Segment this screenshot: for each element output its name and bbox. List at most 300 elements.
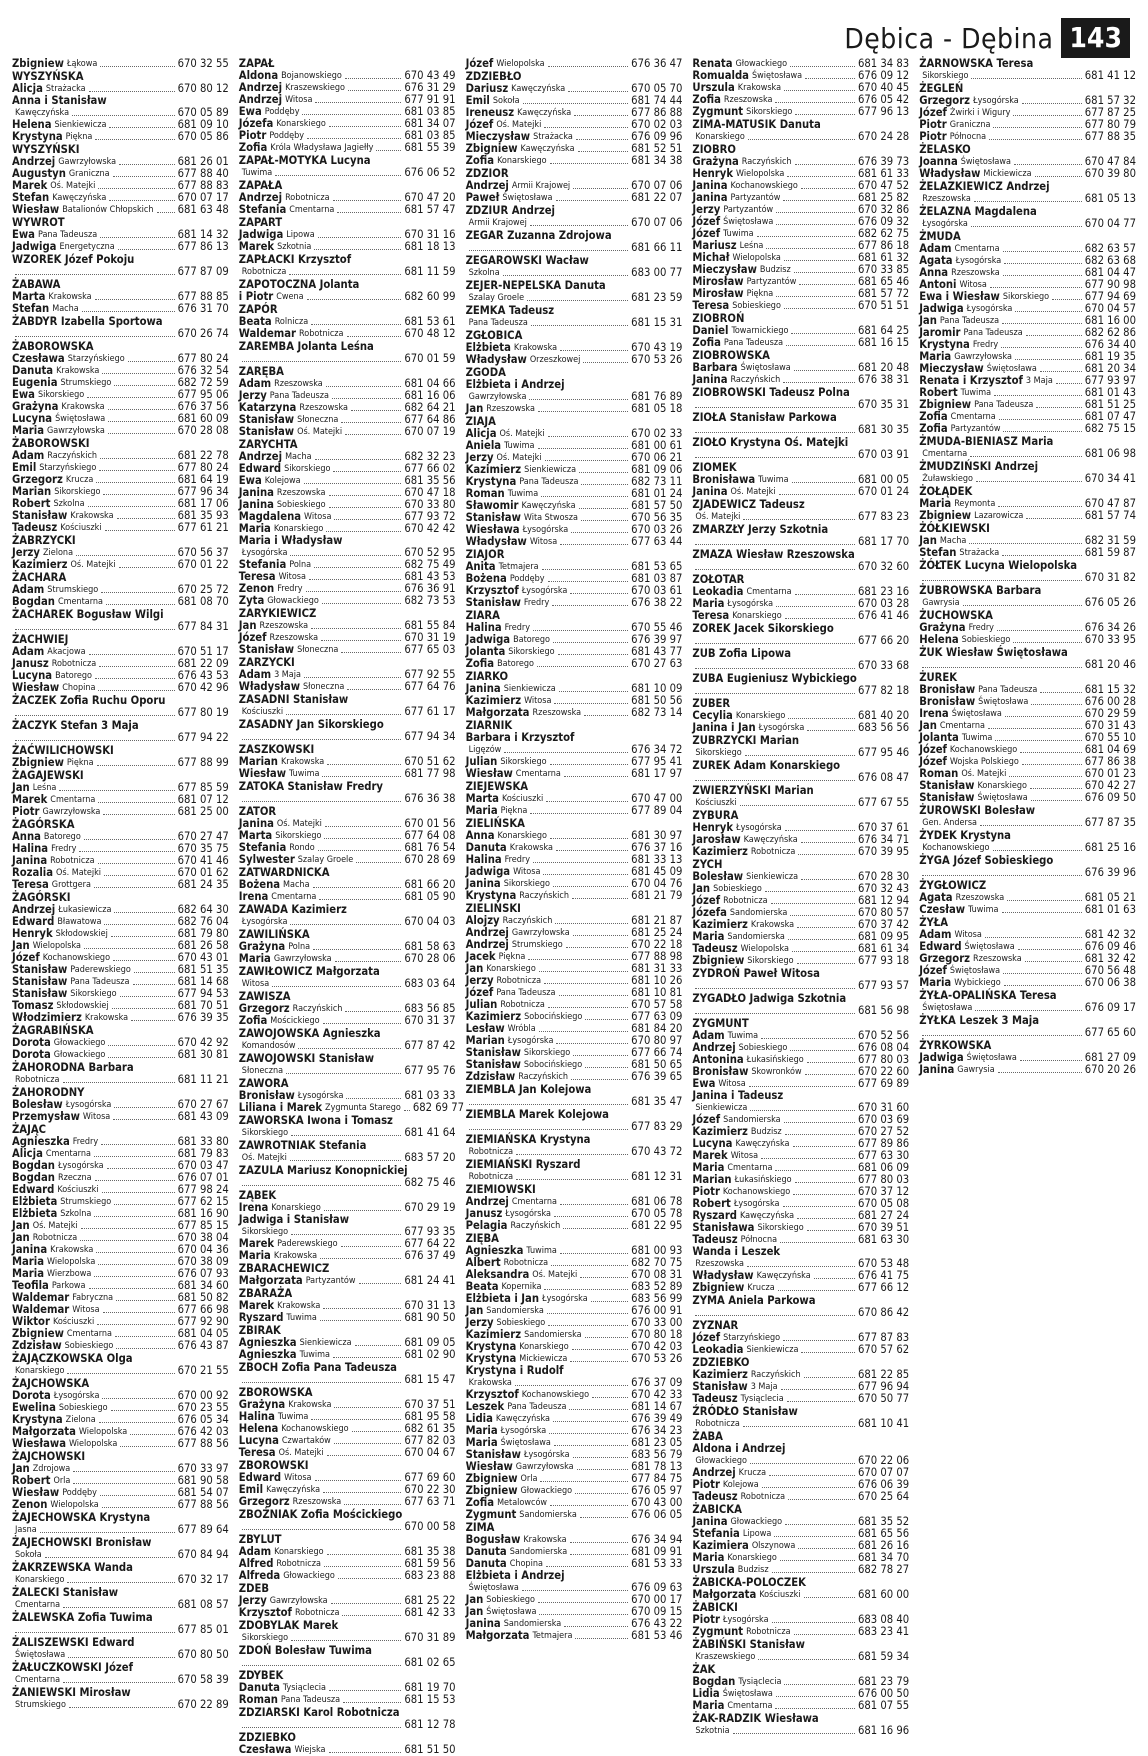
first-name: Piotr: [692, 1613, 720, 1626]
phone-number: 681 23 16: [857, 585, 910, 598]
dot-leader: [558, 646, 629, 655]
street-name: Partyzantów: [730, 193, 781, 203]
directory-entry: [466, 416, 683, 548]
street-name: Polna: [288, 942, 311, 952]
dot-leader: [1004, 977, 1082, 986]
street-name: Oś. Matejki: [297, 427, 343, 437]
directory-entry: [239, 1583, 456, 1619]
phone-number: 681 21 87: [631, 914, 683, 927]
first-name: Teofila: [12, 1279, 49, 1292]
street-name: Wielopolska: [50, 1500, 99, 1510]
phone-number: 681 41 12: [1084, 69, 1136, 82]
phone-number: 676 09 96: [631, 130, 683, 143]
first-name: Maria: [692, 1699, 725, 1712]
street-name: Strumskiego: [60, 378, 112, 388]
street-name: Robotnicza: [51, 659, 97, 669]
dot-leader: [1026, 327, 1082, 336]
dot-leader: [556, 842, 628, 851]
surname-heading: ZBOROWSKA: [238, 1386, 313, 1399]
phone-number: 681 79 83: [177, 1147, 229, 1160]
first-name: Kazimierz: [465, 1328, 522, 1341]
dot-leader: [99, 1414, 175, 1423]
phone-number: 681 42 33: [404, 1606, 456, 1619]
surname-heading: ZAPAŁ-MOTYKA Lucyna: [238, 154, 371, 167]
dot-leader: [102, 365, 174, 374]
first-name: Irena: [919, 707, 949, 720]
first-name: Helena: [919, 633, 959, 646]
phone-number: 681 64 19: [177, 473, 229, 486]
phone-number: 670 01 62: [177, 866, 229, 879]
street-name: Cmentarna: [45, 1149, 91, 1159]
directory-entry: [466, 58, 683, 70]
street-name: Witosa: [513, 867, 541, 877]
surname-heading: ZIOBROŃ: [692, 312, 745, 325]
surname-heading: ŻAGRABIŃSKA: [12, 1024, 94, 1037]
phone-number: 670 43 72: [631, 1145, 683, 1158]
dot-leader: [922, 572, 1082, 581]
phone-number: 681 07 47: [1084, 410, 1136, 423]
street-name: Konarskiego: [695, 132, 745, 142]
street-name: Cmentarna: [50, 795, 96, 805]
first-name: Wiesław: [238, 767, 286, 780]
first-name: Stanisław: [238, 413, 295, 426]
dot-leader: [1040, 684, 1081, 693]
phone-number: 670 32 43: [857, 882, 910, 895]
phone-number: 670 31 60: [857, 1101, 910, 1114]
phone-number: 681 20 48: [857, 361, 910, 374]
dot-leader: [1026, 510, 1081, 519]
listing-line: [12, 732, 229, 744]
phone-number: 670 42 42: [404, 522, 456, 535]
first-name: i Piotr: [238, 290, 274, 303]
phone-number: 681 33 13: [631, 853, 683, 866]
first-name: Jarosław: [692, 833, 741, 846]
dot-leader: [95, 670, 175, 679]
phone-number: 681 26 01: [177, 155, 229, 168]
directory-entry: [239, 155, 456, 179]
street-name: Piękna: [498, 952, 526, 962]
first-name: Stanisław: [12, 975, 68, 988]
street-name: Świętosława: [500, 1438, 551, 1448]
directory-entry: [692, 462, 909, 498]
listing-line: [239, 891, 456, 903]
phone-number: 677 87 83: [857, 1331, 910, 1344]
street-name: Krakowska: [750, 920, 795, 930]
street-name: Tysiąclecia: [738, 1677, 782, 1687]
phone-number: 682 75 49: [404, 558, 456, 571]
street-name: Piękna: [500, 806, 528, 816]
dot-leader: [98, 180, 174, 189]
phone-number: 681 07 55: [857, 1699, 910, 1712]
street-name: Cmentarna: [57, 597, 104, 607]
dot-leader: [572, 890, 628, 899]
dot-leader: [553, 634, 628, 643]
street-name: Świętosława: [977, 793, 1028, 803]
listing-line: [466, 354, 683, 366]
listing-line: [12, 1649, 229, 1661]
street-name: Oś. Matejki: [276, 819, 322, 829]
first-name: Janina: [465, 877, 501, 890]
dot-leader: [89, 83, 175, 92]
dot-leader: [795, 106, 855, 115]
directory-entry: [466, 1522, 683, 1642]
phone-number: 681 25 24: [631, 926, 683, 939]
first-name: Leokadia: [692, 1343, 744, 1356]
first-name: Janina i Tadeusz: [692, 1089, 784, 1102]
dot-leader: [793, 1186, 855, 1195]
phone-number: 681 19 70: [404, 1681, 456, 1694]
phone-number: 670 03 26: [631, 523, 683, 536]
street-name: Raczyńskich: [47, 451, 98, 461]
street-name: Rzeszowska: [269, 633, 319, 643]
listing-line: [12, 1674, 229, 1686]
phone-number: 676 36 38: [404, 792, 456, 805]
listing-line: [692, 980, 909, 992]
street-name: Sienkiewicza: [746, 1345, 799, 1355]
first-name: Piotr: [12, 805, 40, 818]
surname-heading: ZATOR: [238, 805, 277, 818]
street-name: Słoneczna: [297, 415, 339, 425]
street-name: Krakowska: [280, 757, 325, 767]
directory-entry: [12, 71, 229, 143]
street-name: Oś. Matejki: [961, 769, 1007, 779]
dot-leader: [242, 353, 402, 362]
surname-heading: ZARĘBA: [238, 365, 284, 378]
dot-leader: [107, 1160, 175, 1169]
first-name: Ryszard: [238, 1311, 284, 1324]
dot-leader: [559, 987, 629, 996]
listing-line: [692, 424, 909, 436]
first-name: Józef: [238, 631, 267, 644]
dot-leader: [784, 1676, 855, 1685]
street-name: Kościuszki: [501, 794, 544, 804]
phone-number: 681 30 35: [857, 423, 910, 436]
first-name: Grzegorz: [12, 473, 63, 486]
street-name: Łysogórska: [522, 525, 569, 535]
phone-number: 670 04 36: [177, 1243, 229, 1256]
listing-line: [692, 1307, 909, 1319]
street-name: Sokoła: [492, 96, 520, 106]
first-name: Zbigniew: [919, 398, 972, 411]
first-name: Lidia: [692, 1687, 720, 1700]
listing-line: [12, 621, 229, 633]
dot-leader: [801, 871, 855, 880]
street-name: Oś. Matejki: [278, 1448, 324, 1458]
dot-leader: [788, 1491, 855, 1500]
first-name: Adam: [238, 377, 272, 390]
dot-leader: [291, 1127, 401, 1136]
listing-line: [12, 303, 229, 315]
street-name: Starzyńskiego: [723, 1333, 781, 1343]
directory-entry: [238, 1077, 465, 1114]
directory-entry: [239, 1670, 456, 1706]
street-name: Cmentarna: [746, 587, 792, 597]
directory-entry: [919, 805, 1136, 829]
dot-leader: [15, 1624, 175, 1633]
phone-number: 677 61 21: [177, 521, 229, 534]
phone-number: 682 73 11: [631, 475, 683, 488]
phone-number: 681 03 87: [631, 572, 683, 585]
first-name: Danuta: [465, 841, 507, 854]
surname-heading: ZIĘBA: [465, 1232, 499, 1245]
dot-leader: [323, 1300, 401, 1309]
first-name: Stanisław: [238, 425, 295, 438]
directory-entry: [919, 206, 1136, 230]
dot-leader: [573, 1449, 629, 1458]
first-name: Kazimierz: [692, 845, 748, 858]
phone-number: 676 38 31: [857, 373, 910, 386]
directory-entry: [919, 436, 1136, 460]
first-name: Maria: [238, 522, 271, 535]
dot-leader: [356, 854, 401, 863]
phone-number: 681 35 47: [631, 1095, 683, 1108]
first-name: Aleksandra: [465, 1268, 530, 1281]
dot-leader: [114, 904, 174, 913]
surname-heading: ZDOBYLAK Marek: [238, 1619, 339, 1632]
surname-heading: ŻMUDA-BIENIASZ Maria: [919, 435, 1054, 448]
first-name: Janina: [12, 854, 48, 867]
first-name: Jan: [465, 962, 484, 975]
street-name: Robotnicza: [299, 329, 344, 339]
phone-number: 681 03 33: [404, 1089, 456, 1102]
street-name: Wielopolska: [496, 59, 545, 69]
surname-heading: ZUB Zofia Lipowa: [692, 647, 792, 660]
first-name: Zbigniew: [12, 756, 64, 769]
street-name: Robotnicza: [50, 856, 95, 866]
first-name: Lucyna: [12, 412, 53, 425]
listing-line: [466, 1146, 683, 1158]
phone-number: 681 56 98: [857, 1004, 910, 1017]
phone-number: 681 09 05: [404, 1336, 456, 1349]
street-name: Głowackiego: [267, 596, 319, 606]
street-name: Parkowa: [51, 1281, 86, 1291]
street-name: Witosa: [82, 1112, 111, 1122]
surname-heading: ŻUBROWSKA Barbara: [919, 584, 1042, 597]
phone-number: 681 42 32: [1084, 928, 1136, 941]
dot-leader: [1020, 744, 1082, 753]
surname-heading: ŻAJĄCZKOWSKA Olga: [12, 1352, 133, 1365]
surname-heading: ZDZIOR: [465, 167, 509, 180]
first-name: Wiesława: [12, 1437, 66, 1450]
directory-entry: [692, 412, 909, 436]
phone-number: 681 57 47: [404, 203, 456, 216]
street-name: Sienkiewicza: [503, 684, 556, 694]
phone-number: 670 02 03: [631, 118, 683, 131]
listing-line: [919, 510, 1136, 522]
phone-number: 677 98 24: [177, 1183, 229, 1196]
directory-entry: [692, 673, 909, 697]
directory-entry: [692, 119, 909, 143]
phone-number: 681 14 68: [177, 975, 229, 988]
listing-line: [12, 131, 229, 143]
street-name: Sandomierska: [729, 908, 788, 918]
street-name: Cmentarna: [922, 449, 968, 459]
street-name: Mościckiego: [270, 1016, 320, 1026]
phone-number: 676 36 91: [404, 582, 456, 595]
surname-heading: ZOŁOTAR: [692, 573, 745, 586]
dot-leader: [1052, 291, 1082, 300]
dot-leader: [571, 524, 628, 533]
dot-leader: [591, 1293, 629, 1302]
dot-leader: [695, 399, 855, 408]
phone-number: 681 34 83: [857, 57, 910, 70]
dot-leader: [306, 583, 402, 592]
street-name: Olszynowa: [751, 1541, 796, 1551]
phone-number: 677 90 98: [1084, 278, 1136, 291]
dot-leader: [548, 58, 629, 67]
first-name: Roman: [238, 1693, 278, 1706]
dot-leader: [79, 843, 174, 852]
surname-heading: WYSZYŃSKA: [12, 70, 84, 83]
street-name: Robotnicza: [468, 1147, 514, 1157]
street-name: Kochanowskiego: [281, 1424, 349, 1434]
directory-entry: [692, 1504, 909, 1576]
street-name: Piękna: [66, 758, 94, 768]
street-name: Pana Tadeusza: [978, 685, 1038, 695]
first-name: Teresa: [238, 1446, 276, 1459]
phone-number: 670 33 80: [404, 498, 456, 511]
street-name: Wielopolska: [732, 253, 781, 263]
directory-entry: [466, 781, 683, 817]
street-name: Robotnicza: [503, 1258, 549, 1268]
listing-line: [12, 757, 229, 769]
first-name: Robert: [919, 386, 958, 399]
phone-number: 677 83 23: [857, 510, 910, 523]
surname-heading: ZAPAŁ: [238, 57, 275, 70]
phone-number: 681 19 35: [1084, 350, 1136, 363]
surname-heading: ZAPAŁA: [238, 179, 283, 192]
directory-entry: [692, 1713, 909, 1737]
dot-leader: [131, 1012, 174, 1021]
dot-leader: [115, 1328, 175, 1337]
surname-heading: ŻANIEWSKI Mirosław: [12, 1686, 131, 1699]
directory-entry: [692, 1320, 909, 1356]
street-name: Wiejska: [294, 1745, 326, 1755]
street-name: Tuwima: [241, 168, 273, 178]
first-name: Jan: [12, 939, 30, 952]
dot-leader: [347, 328, 402, 337]
street-name: Sikorskiego: [1002, 292, 1050, 302]
first-name: Adam: [919, 928, 952, 941]
dot-leader: [108, 1037, 174, 1046]
dot-leader: [105, 522, 175, 531]
street-name: Konarskiego: [519, 1342, 569, 1352]
first-name: Stefan: [919, 546, 957, 559]
street-name: Rzeszowska: [259, 621, 309, 631]
phone-number: 681 08 70: [177, 595, 229, 608]
first-name: Zbigniew: [12, 57, 64, 70]
phone-number: 670 80 57: [857, 906, 910, 919]
surname-heading: ZĄBEK: [238, 1189, 277, 1202]
page-title: Dębica - Dębina: [844, 21, 1054, 55]
directory-entry: [919, 990, 1136, 1014]
first-name: Janusz: [465, 1207, 503, 1220]
first-name: Maria: [238, 952, 271, 965]
directory-entry: [12, 572, 229, 608]
first-name: Grażyna: [12, 400, 59, 413]
phone-number: 683 56 56: [857, 721, 910, 734]
listing-line: [466, 403, 683, 415]
listing-line: [466, 536, 683, 548]
phone-number: 677 88 83: [177, 179, 229, 192]
dot-leader: [359, 1275, 402, 1284]
dot-leader: [59, 782, 174, 791]
street-name: Kochanowskiego: [922, 843, 990, 853]
first-name: Daniel: [692, 324, 729, 337]
dot-leader: [553, 1413, 628, 1422]
dot-leader: [578, 143, 629, 152]
directory-entry: [239, 806, 456, 866]
first-name: Zdzisław: [465, 1070, 516, 1083]
dot-leader: [585, 1011, 628, 1020]
dot-leader: [324, 830, 401, 839]
first-name: Bogusław: [465, 1533, 521, 1546]
street-name: Krakowska: [523, 1535, 567, 1545]
surname-heading: ŻYGA Józef Sobieskiego: [919, 854, 1054, 867]
phone-number: 677 95 76: [404, 1064, 456, 1077]
dot-leader: [342, 1607, 401, 1616]
first-name: Przemysław: [12, 1110, 80, 1123]
dot-leader: [794, 362, 855, 371]
phone-number: 670 27 52: [857, 1125, 910, 1138]
street-name: Czwartaków: [281, 1436, 331, 1446]
first-name: Maria: [465, 1424, 498, 1437]
first-name: Małgorzata: [12, 1425, 76, 1438]
street-name: Cwena: [276, 292, 304, 302]
surname-heading: ZOREK Jacek Sikorskiego: [692, 622, 834, 635]
listing-line: [239, 1657, 456, 1669]
first-name: Dorota: [12, 1389, 51, 1402]
directory-entry: [239, 1460, 456, 1508]
street-name: Konarskiego: [271, 1203, 321, 1213]
directory-entry: [239, 867, 456, 903]
street-name: Łysogórska: [505, 1209, 551, 1219]
street-name: Sobocińskiego: [523, 1060, 583, 1070]
street-name: Paderewskiego: [70, 965, 131, 975]
first-name: Helena: [12, 118, 52, 131]
phone-number: 681 60 09: [177, 412, 229, 425]
phone-number: 670 43 01: [177, 951, 229, 964]
first-name: Zbigniew: [692, 1281, 745, 1294]
phone-number: 681 90 50: [404, 1311, 456, 1324]
phone-number: 677 89 86: [857, 1137, 910, 1150]
first-name: Edward: [238, 1471, 282, 1484]
listing-line: [238, 1101, 465, 1114]
surname-heading: ŻYŁKA Leszek 3 Maja: [919, 1014, 1039, 1027]
directory-entry: [692, 524, 909, 548]
phone-number: 682 61 35: [404, 1422, 456, 1435]
first-name: Grzegorz: [919, 952, 971, 965]
dot-leader: [585, 1059, 628, 1068]
phone-number: 681 02 90: [404, 1348, 456, 1361]
dot-leader: [67, 1574, 174, 1583]
surname-heading: ŻAGÓRSKI: [12, 891, 71, 904]
dot-leader: [345, 1003, 401, 1012]
first-name: Edward: [12, 1183, 55, 1196]
listing-line: [692, 747, 909, 759]
street-name: Batorego: [55, 671, 92, 681]
first-name: Mieczysław: [692, 263, 757, 276]
dot-leader: [758, 1651, 855, 1660]
first-name: Adam: [238, 668, 272, 681]
listing-line: [692, 660, 909, 672]
street-name: Robotnicza: [15, 1075, 60, 1085]
directory-entry: [239, 58, 456, 154]
first-name: Agnieszka: [465, 1244, 524, 1257]
surname-heading: ZIEMIAŃSKA Krystyna: [465, 1133, 591, 1146]
first-name: Józef: [12, 951, 40, 964]
street-name: Partyzantów: [950, 424, 1001, 434]
